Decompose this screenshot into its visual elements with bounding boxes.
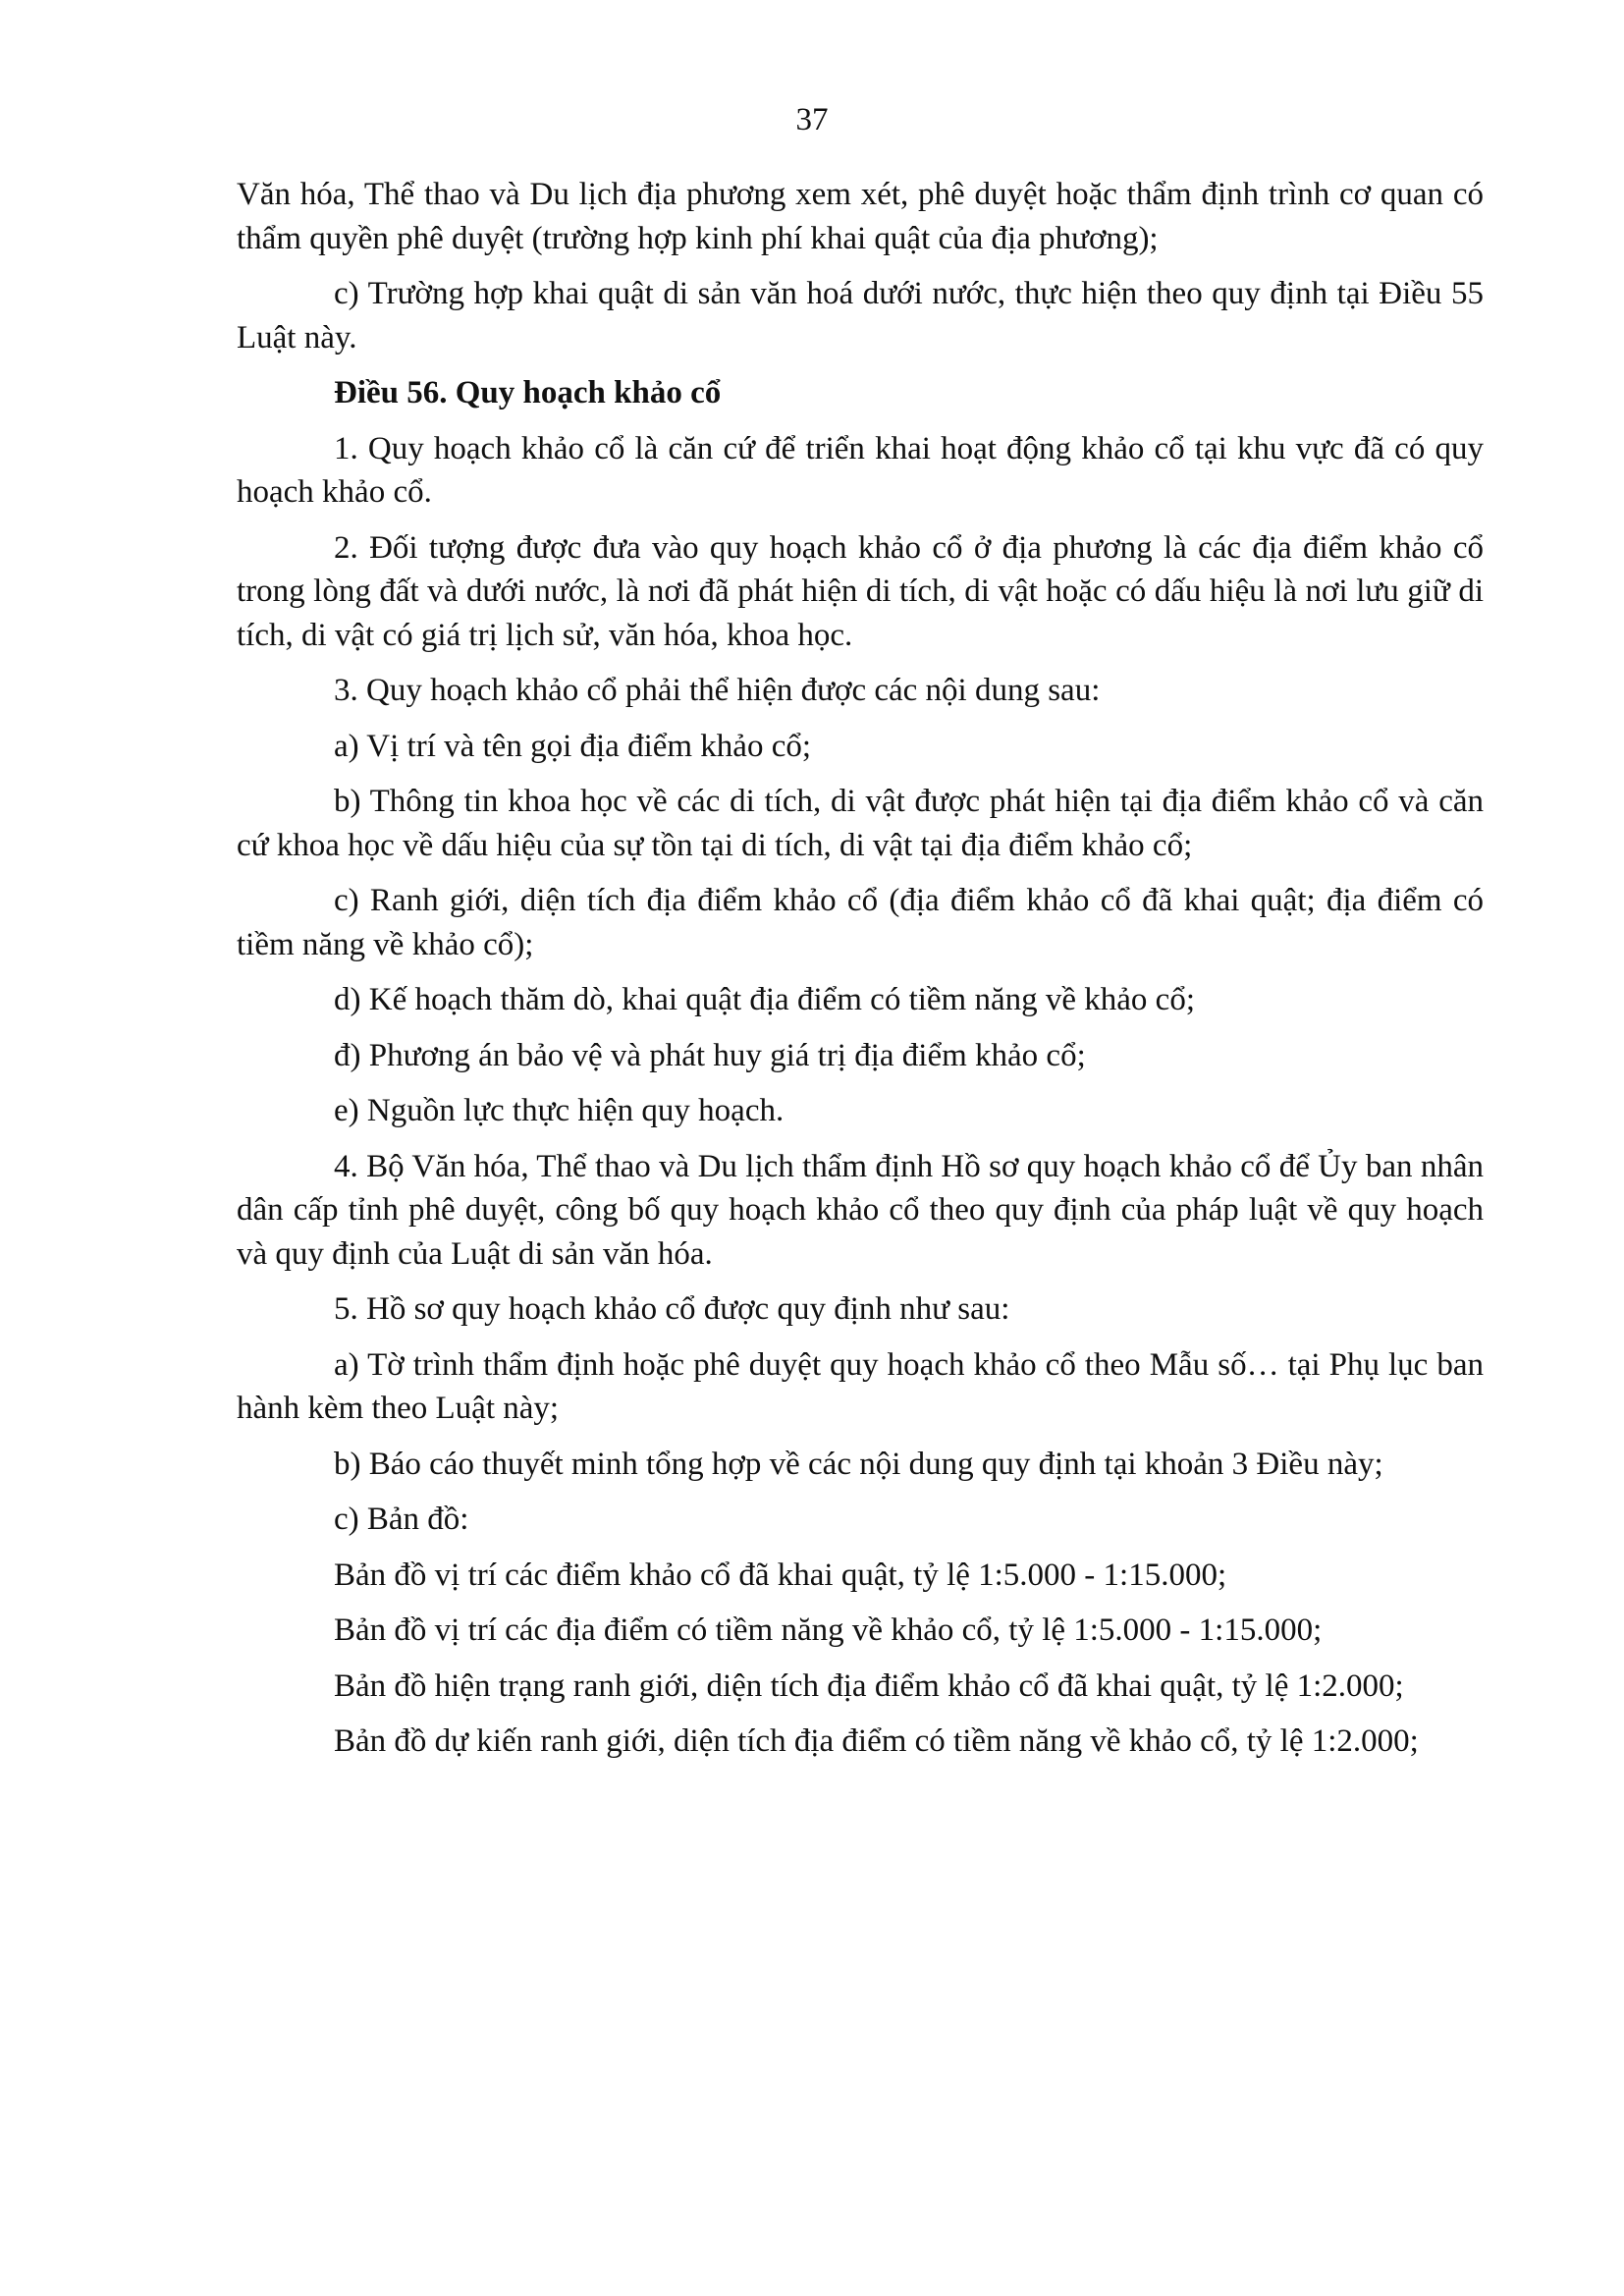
paragraph: 4. Bộ Văn hóa, Thể thao và Du lịch thẩm định Hồ sơ quy hoạch khảo cổ để Ủy ban nhân dân cấp tỉnh phê duyệt, công bố quy hoạch khảo cổ theo quy định của pháp luật về quy hoạch và quy định của Luật di sản văn hóa. xyxy=(237,1148,1484,1272)
list-item: a) Vị trí và tên gọi địa điểm khảo cổ; xyxy=(334,728,812,764)
paragraph: 3. Quy hoạch khảo cổ phải thể hiện được các nội dung sau: xyxy=(334,673,1101,708)
map-item: Bản đồ dự kiến ranh giới, diện tích địa điểm có tiềm năng về khảo cổ, tỷ lệ 1:2.000; xyxy=(334,1723,1419,1759)
document-body xyxy=(237,173,1484,1776)
paragraph: c) Trường hợp khai quật di sản văn hoá dưới nước, thực hiện theo quy định tại Điều 55 Luật này. xyxy=(237,276,1484,355)
paragraph: 5. Hồ sơ quy hoạch khảo cổ được quy định như sau: xyxy=(334,1291,1010,1327)
map-item: Bản đồ hiện trạng ranh giới, diện tích địa điểm khảo cổ đã khai quật, tỷ lệ 1:2.000; xyxy=(334,1667,1404,1704)
paragraph: 1. Quy hoạch khảo cổ là căn cứ để triển khai hoạt động khảo cổ tại khu vực đã có quy hoạch khảo cổ. xyxy=(237,430,1484,510)
article-heading: Điều 56. Quy hoạch khảo cổ xyxy=(334,375,722,410)
list-item: a) Tờ trình thẩm định hoặc phê duyệt quy hoạch khảo cổ theo Mẫu số… tại Phụ lục ban hành kèm theo Luật này; xyxy=(237,1346,1484,1426)
list-item: e) Nguồn lực thực hiện quy hoạch. xyxy=(334,1093,785,1128)
list-item: c) Ranh giới, diện tích địa điểm khảo cổ (địa điểm khảo cổ đã khai quật; địa điểm có tiềm năng về khảo cổ); xyxy=(237,883,1484,962)
list-item: c) Bản đồ: xyxy=(334,1502,469,1537)
map-item: Bản đồ vị trí các địa điểm có tiềm năng về khảo cổ, tỷ lệ 1:5.000 - 1:15.000; xyxy=(334,1613,1323,1648)
paragraph: 2. Đối tượng được đưa vào quy hoạch khảo cổ ở địa phương là các địa điểm khảo cổ trong lòng đất và dưới nước, là nơi đã phát hiện di tích, di vật hoặc có dấu hiệu là nơi lưu giữ di tích, di vật có giá trị lịch sử, văn hóa, khoa học. xyxy=(237,529,1484,653)
list-item: b) Thông tin khoa học về các di tích, di vật được phát hiện tại địa điểm khảo cổ và căn cứ khoa học về dấu hiệu của sự tồn tại di tích, di vật tại địa điểm khảo cổ; xyxy=(237,784,1484,863)
paragraph: Văn hóa, Thể thao và Du lịch địa phương xem xét, phê duyệt hoặc thẩm định trình cơ quan có thẩm quyền phê duyệt (trường hợp kinh phí khai quật của địa phương); xyxy=(237,177,1484,256)
page-number: 37 xyxy=(795,102,829,137)
map-item: Bản đồ vị trí các điểm khảo cổ đã khai quật, tỷ lệ 1:5.000 - 1:15.000; xyxy=(334,1557,1227,1593)
list-item: b) Báo cáo thuyết minh tổng hợp về các nội dung quy định tại khoản 3 Điều này; xyxy=(334,1446,1383,1482)
list-item: đ) Phương án bảo vệ và phát huy giá trị địa điểm khảo cổ; xyxy=(334,1037,1086,1073)
list-item: d) Kế hoạch thăm dò, khai quật địa điểm có tiềm năng về khảo cổ; xyxy=(334,982,1195,1017)
